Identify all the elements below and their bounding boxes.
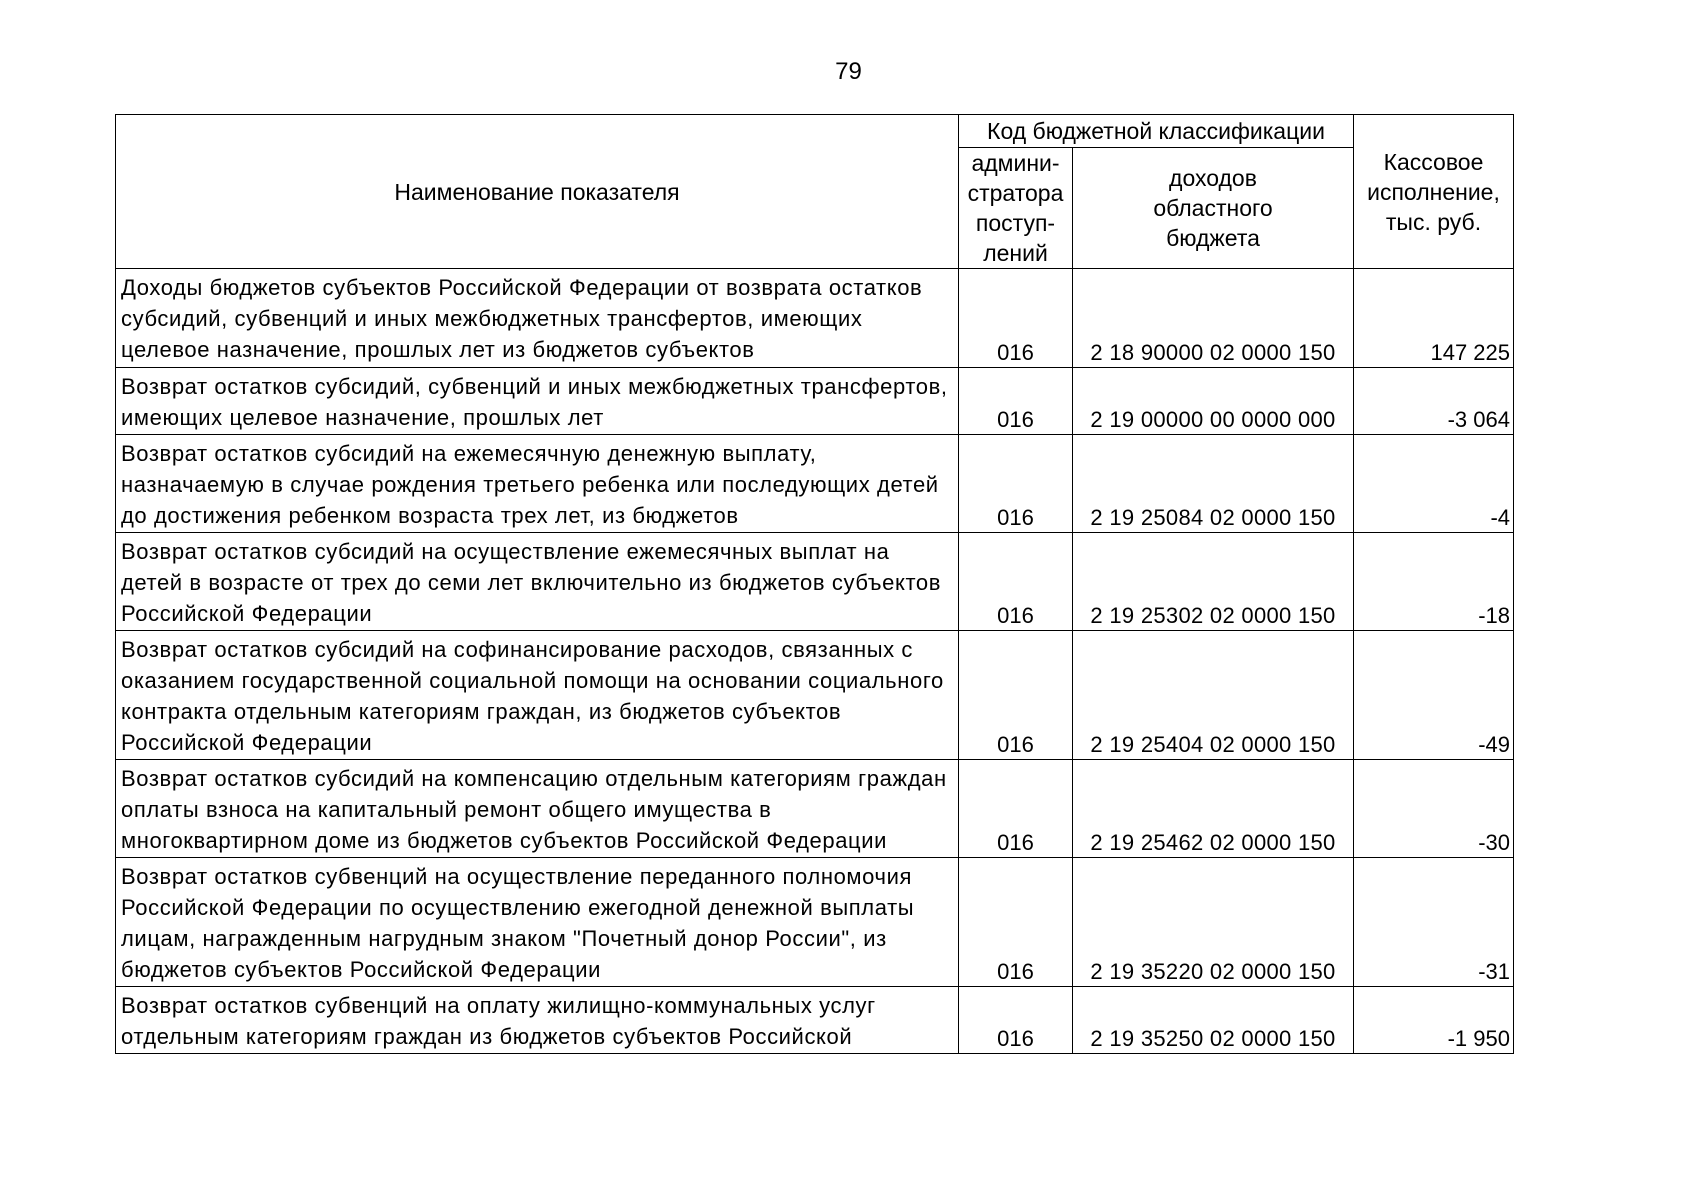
row-name: Возврат остатков субвенций на осуществление переданного полномочия Российской Федерации по осуществлению ежегодной денежной выплаты лицам, награжденным нагрудным знаком "Почетный донор России", из бюджетов субъектов Российской Федерации [116, 858, 959, 987]
row-code: 2 19 35250 02 0000 150 [1073, 987, 1354, 1054]
row-name: Возврат остатков субсидий на ежемесячную денежную выплату, назначаемую в случае рождения третьего ребенка или последующих детей до достижения ребенком возраста трех лет, из бюджетов [116, 435, 959, 533]
table-row [116, 858, 1514, 987]
table-row [116, 368, 1514, 435]
row-code: 2 18 90000 02 0000 150 [1073, 269, 1354, 368]
row-admin: 016 [959, 760, 1073, 858]
row-admin: 016 [959, 987, 1073, 1054]
row-amount: -1 950 [1354, 987, 1514, 1054]
row-admin: 016 [959, 435, 1073, 533]
row-amount: -49 [1354, 631, 1514, 760]
row-code: 2 19 35220 02 0000 150 [1073, 858, 1354, 987]
row-amount: -18 [1354, 533, 1514, 631]
row-name: Возврат остатков субсидий на софинансирование расходов, связанных с оказанием государственной социальной помощи на основании социального контракта отдельным категориям граждан, из бюджетов субъектов Российской Федерации [116, 631, 959, 760]
row-amount: 147 225 [1354, 269, 1514, 368]
header-admin: админи-стратора поступ-лений [959, 148, 1073, 269]
row-amount: -3 064 [1354, 368, 1514, 435]
header-amount: Кассовое исполнение, тыс. руб. [1354, 115, 1514, 269]
row-name: Доходы бюджетов субъектов Российской Федерации от возврата остатков субсидий, субвенций и иных межбюджетных трансфертов, имеющих целевое назначение, прошлых лет из бюджетов субъектов [116, 269, 959, 368]
table-row [116, 269, 1514, 368]
row-code: 2 19 00000 00 0000 000 [1073, 368, 1354, 435]
row-name: Возврат остатков субсидий на осуществление ежемесячных выплат на детей в возрасте от трех до семи лет включительно из бюджетов субъектов Российской Федерации [116, 533, 959, 631]
row-amount: -4 [1354, 435, 1514, 533]
row-amount: -30 [1354, 760, 1514, 858]
budget-table [115, 114, 1514, 1054]
row-amount: -31 [1354, 858, 1514, 987]
row-code: 2 19 25084 02 0000 150 [1073, 435, 1354, 533]
row-admin: 016 [959, 533, 1073, 631]
row-code: 2 19 25404 02 0000 150 [1073, 631, 1354, 760]
table-row [116, 631, 1514, 760]
table-row [116, 987, 1514, 1054]
page-number: 79 [835, 58, 862, 85]
row-admin: 016 [959, 269, 1073, 368]
table-row [116, 435, 1514, 533]
row-admin: 016 [959, 631, 1073, 760]
row-admin: 016 [959, 368, 1073, 435]
row-name: Возврат остатков субсидий, субвенций и иных межбюджетных трансфертов, имеющих целевое назначение, прошлых лет [116, 368, 959, 435]
row-code: 2 19 25302 02 0000 150 [1073, 533, 1354, 631]
header-name: Наименование показателя [116, 115, 959, 269]
row-code: 2 19 25462 02 0000 150 [1073, 760, 1354, 858]
table-row [116, 760, 1514, 858]
row-name: Возврат остатков субвенций на оплату жилищно-коммунальных услуг отдельным категориям граждан из бюджетов субъектов Российской [116, 987, 959, 1054]
header-code-group: Код бюджетной классификации [959, 115, 1354, 148]
table-row [116, 533, 1514, 631]
row-name: Возврат остатков субсидий на компенсацию отдельным категориям граждан оплаты взноса на капитальный ремонт общего имущества в многоквартирном доме из бюджетов субъектов Российской Федерации [116, 760, 959, 858]
row-admin: 016 [959, 858, 1073, 987]
header-income: доходов областного бюджета [1073, 148, 1354, 269]
